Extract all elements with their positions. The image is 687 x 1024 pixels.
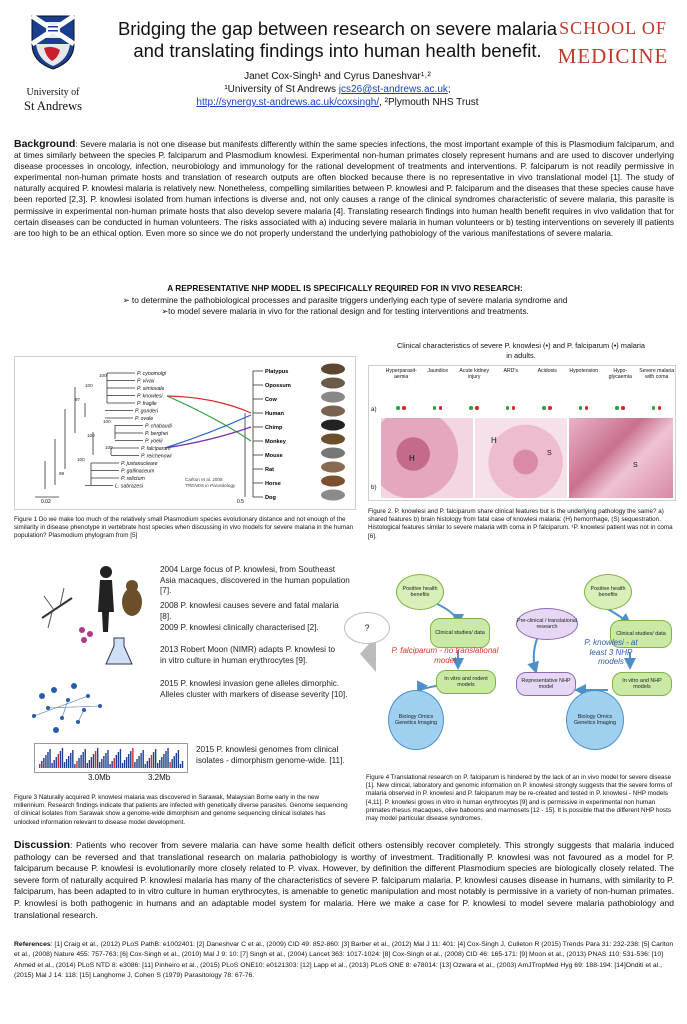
genome-track-bar <box>107 750 108 768</box>
bootstrap-value: 97 <box>75 397 81 402</box>
sequestration-label-2: S <box>633 462 638 469</box>
timeline-entry-6: 2015 P. knowlesi genomes from clinical isolates - dimorphism genome-wide. [11]. <box>196 745 345 765</box>
genome-track-bar <box>116 755 117 768</box>
genome-track-bar <box>178 750 179 768</box>
host-label: Cow <box>265 397 277 403</box>
genome-track-bar <box>180 764 181 768</box>
feature-dot <box>621 406 625 410</box>
right-clinical-node: Clinical studies/ data <box>610 620 672 648</box>
allele-network-icon <box>32 683 102 733</box>
right-nhp-node: Representative NHP model <box>516 672 576 696</box>
right-biology-node: Biology Omics Genetics Imaging <box>566 690 624 750</box>
school-of-medicine-line1: SCHOOL OF <box>559 18 667 38</box>
species-label: P. gallinaceum <box>121 468 155 475</box>
genome-track-bar <box>85 749 86 768</box>
network-edge <box>78 710 84 722</box>
genome-track-bar <box>76 761 77 768</box>
title-line2: and translating findings into human health benefit. <box>133 40 542 61</box>
species-label: P. knowlesi <box>137 393 163 400</box>
feature-dot <box>402 406 406 410</box>
feature-column-header: Severe malaria with coma <box>639 368 675 381</box>
genome-track-bar <box>138 756 139 768</box>
hemorrhage-label-2: H <box>491 436 497 445</box>
university-crest <box>30 14 76 70</box>
network-node <box>60 716 64 720</box>
sequestration-label-1: S <box>547 450 552 457</box>
left-biology-node: Biology Omics Genetics Imaging <box>388 690 444 750</box>
genome-track-bar <box>134 762 135 768</box>
species-label: P. gonderi <box>135 408 158 415</box>
hypothesis-heading: A REPRESENTATIVE NHP MODEL IS SPECIFICALLY REQUIRED FOR IN VIVO RESEARCH: <box>167 283 523 293</box>
species-label: P. berghei <box>145 431 168 437</box>
genome-track-bar <box>82 752 83 768</box>
host-animal-icon <box>321 406 345 417</box>
feature-dot <box>475 406 479 410</box>
left-health-benefits-node: Positive health benefits <box>396 574 444 610</box>
feature-dot <box>433 406 437 410</box>
right-health-benefits-node: Positive health benefits <box>584 574 632 610</box>
references-section <box>14 940 674 981</box>
feature-column-header: Hypotension <box>569 368 599 374</box>
genome-track-bar <box>99 762 100 768</box>
host-animal-icon <box>321 378 345 389</box>
genome-track-bar <box>136 759 137 768</box>
network-edge <box>34 696 88 716</box>
timeline-entry-4: 2013 Robert Moon (NIMR) adapts P. knowlesi to in vitro culture in human erythrocytes [9]. <box>160 645 336 665</box>
genome-track-bar <box>118 752 119 768</box>
genome-track-bar <box>151 755 152 768</box>
university-name-line2: St Andrews <box>24 99 82 113</box>
bootstrap-value: 100 <box>103 419 111 424</box>
feature-column-header: Jaundice <box>427 368 449 374</box>
brain-histology-panel-1 <box>381 418 473 498</box>
network-node <box>39 693 45 699</box>
background-text: : Severe malaria is not one disease but manifests differently within the same species infections, the most important example of this is Plasmodium falciparum, and at times similarly between the species P. falciparum and Plasmodium knowlesi. Experimental non-human primates closely represent humans and are used to discover underlying disease processes in oncology, infection, neurobiology and immunology for the rational development of treatments and interventions. P. falciparum is not readily permissive in experimental non-human primate hosts and translation of research outputs are often blocked because there is no representative in vivo translational model [1]. The study of naturally acquired P. knowlesi malaria is relatively new. Nonetheless, compelling similarities between P. knowlesi and P. falciparum and the diseases that these species cause have been reported [2,3]. P. knowlesi isolated from human infections is diverse and, not only causes a range of the clinical syndromes characteristic of severe malaria, this parasite is permissive in experimental non-human primate hosts that also develop severe malaria [4]. Translating research findings into human health benefit requires in vivo validation that for certain diseases can be conducted in human volunteers. The risks associated with a) inducing severe malaria in human volunteers or b) testing interventions on severely ill patients are too high to be an ethical option. Even more so since we do not properly understand the underlying pathobiology of the various manifestations of severe malaria. <box>14 139 674 238</box>
background-section <box>14 139 674 239</box>
host-label: Opossum <box>265 383 291 389</box>
figure2-title-line1: Clinical characteristics of severe P. knowlesi (•) and P. falciparum (•) malaria <box>396 341 646 350</box>
figure2-panel <box>368 365 676 501</box>
genome-track-bar <box>111 761 112 768</box>
network-edge <box>62 700 68 718</box>
network-node <box>53 727 59 733</box>
genome-track-bar <box>70 753 71 768</box>
host-animal-icon <box>321 364 345 375</box>
genome-track-bar <box>93 754 94 768</box>
figure1-caption: Figure 1 Do we make too much of the relatively small Plasmodium species evolutionary distance and not enough of the similarity in disease phenotype in vertebrate host species when discussing in vivo models for severe malaria in the human population? Plasmodium phylogram from [5] <box>14 516 354 540</box>
affiliation-1-text: ¹University of St Andrews <box>224 84 339 95</box>
phylogram-nodes <box>45 373 115 489</box>
genome-track-bar <box>95 751 96 768</box>
brain-histology-panel-2 <box>475 418 567 498</box>
host-label: Human <box>265 411 284 417</box>
network-node <box>86 694 90 698</box>
genome-track-bar <box>68 756 69 768</box>
genome-track-bar <box>124 760 125 768</box>
genome-track-bar <box>74 764 75 768</box>
host-label: Horse <box>265 481 281 487</box>
left-note: P. falciparum - no translational model <box>391 646 499 665</box>
bootstrap-value: 100 <box>105 445 113 450</box>
genome-track-bar <box>120 749 121 768</box>
discussion-text: : Patients who recover from severe malaria can have some health deficit others ostensibly recover completely. This strongly suggests that malaria induced pathology can be reversed and that translational research on malaria pathobiology is worthy of investment. Traditionally P. knowlesi was not favoured as a model for P. falciparum because P. knowlesi is evolutionarily more closely related to P. vivax. However, by definition the different Plasmodium species are biologically closely related. The severe form of naturally acquired P. knowlesi malaria has many of the characteristics of severe P. falciparum malaria. P. knowlesi causes disease in humans, with similarity to P. falciparum, has been adapted to in vitro culture in human erythrocytes, is amenable to genetic manipulation and most notably is permissive in a variety of non-human primates. P. knowlesi is both pathogenic in humans and an adaptable model system for malaria. Here we make a case for P. knowlesi to model severe malaria pathobiology and translational research. <box>14 840 674 920</box>
author-block <box>110 70 565 109</box>
species-label: P. fragile <box>137 401 157 407</box>
affiliation-1-suffix: ; <box>447 84 451 95</box>
genome-track-bar <box>89 760 90 768</box>
genome-track-bar <box>171 759 172 768</box>
genome-track-bar <box>78 758 79 768</box>
genome-track-bar <box>39 764 40 768</box>
figure2-caption: Figure 2. P. knowlesi and P. falciparum share clinical features but is the underlying pathology the same? a) shared features b) brain histology from fatal case of knowlesi malaria: (H) hemorrhage, (S) sequestration. Histological features similar to severe malaria with coma in P falciparum. ¹P. knowlesi patient was not in coma [6]. <box>368 508 673 540</box>
bootstrap-value: 100 <box>99 373 107 378</box>
genome-track-bar <box>64 762 65 768</box>
genome-track-bar <box>62 748 63 768</box>
feature-dot <box>512 406 516 410</box>
species-label: P. juxtanucleare <box>121 461 158 467</box>
feature-column-header: Acidosis <box>537 368 557 374</box>
bootstrap-value: 100 <box>77 457 85 462</box>
host-animal-icon <box>321 420 345 431</box>
genome-track-bar <box>130 751 131 768</box>
network-node <box>71 683 77 689</box>
arrow-red <box>167 396 251 413</box>
network-node <box>32 714 36 718</box>
university-name-line1: University of <box>26 87 80 98</box>
genome-axis-end: 3.2Mb <box>148 773 171 782</box>
genome-track-bar <box>132 748 133 768</box>
genome-track-bar <box>169 762 170 768</box>
school-of-medicine-line2: MEDICINE <box>557 44 669 68</box>
feature-dot <box>542 406 546 410</box>
discussion-heading: Discussion <box>14 839 71 851</box>
figure1-panel <box>14 356 356 510</box>
hypothesis-block <box>30 283 660 318</box>
arrow-purple <box>165 427 251 448</box>
feature-dot <box>658 406 662 410</box>
host-animal-icon <box>321 392 345 403</box>
affiliation-1 <box>110 83 565 96</box>
figure2-title <box>368 341 674 361</box>
references-text: : [1] Craig et al., (2012) PLoS PathB: e1002401: [2] Daneshvar C et al., (2009) CID 49: 852-860: [3] Barber et al., (2012) Mal J 11: 401: [4] Cox-Singh J, Culleton R (2015) Trends Para 31: 232-238: [5] Carlton et al., (2008) Nature 455: 757-763: [6] Cox-Singh et al., (2010) Mal J 9: 10: [7] Singh et al., (2004) Lancet 363: 1017-1024: [8] Cox-Singh et al., (2008) CID 46: 165-171: [9] Moon et al., (2013) PNAS 110: 531-536: [10] Ahmed et al., (2014) PLoS NTD 8: e3086: [11] Pinheiro et al., (2015) PLoS ONE10: e0121303: [12] Lapp et al., (2013) PLoS ONE 8: e78014: [13] Ozwara et al., (2003) AmJTropMed Hyg 69: 188-194: [14]Onditi et al., (2015) Mal J 14: 118: [15] Langhorne J, Cohen S (1979) Parasitology 78: 67-76. <box>14 941 674 979</box>
figure3-caption: Figure 3 Naturally acquired P. knowlesi malaria was discovered in Sarawak, Malaysian Borne early in the new millennium. Research findings indicate that patients are infected with genetically diverse parasites. Genome sequencing of clinical isolates from Sarawak show a genome-wide dimorphism and genome sequencing clinical isolates has unlocked information relevant to disease model development. <box>14 794 348 826</box>
affiliation-2 <box>110 96 565 109</box>
affiliation-2-text: , ²Plymouth NHS Trust <box>379 97 479 108</box>
host-animal-icon <box>321 448 345 459</box>
genome-track-bar <box>72 750 73 768</box>
culture-flask-icon <box>106 638 132 664</box>
feature-dot <box>579 406 583 410</box>
feature-column-header: Hypo-glycaemia <box>608 368 632 381</box>
genome-track-bar <box>143 750 144 768</box>
hypothesis-bullet-2: ➢to model severe malaria in vivo for the rational design and for testing interventions and treatments. <box>161 306 529 316</box>
feature-column-header: ARD's <box>503 368 519 374</box>
genome-track-bar <box>149 758 150 768</box>
genome-track-bar <box>51 763 52 768</box>
timeline-entry-1: 2004 Large focus of P. knowlesi, from Southeast Asia macaques, discovered in the human population [7]. <box>160 565 350 595</box>
genome-track-bar <box>109 764 110 768</box>
genome-track-bar <box>105 753 106 768</box>
network-node <box>82 708 86 712</box>
network-node <box>51 687 57 693</box>
mosquito-icon <box>42 588 72 628</box>
feature-dot <box>506 406 510 410</box>
genome-track-bar <box>91 757 92 768</box>
genome-track-bar <box>161 757 162 768</box>
bootstrap-value: 99 <box>59 471 65 476</box>
species-label: P. falciparum <box>141 446 171 452</box>
genome-track-bar <box>126 757 127 768</box>
species-label: P. reichenowi <box>141 453 172 460</box>
genome-track-bar <box>56 757 57 768</box>
email-link[interactable]: jcs26@st-andrews.ac.uk <box>338 84 448 95</box>
genome-track-bar <box>97 748 98 768</box>
left-vitro-node: In vitro and rodent models <box>436 670 496 694</box>
website-link[interactable]: http://synergy.st-andrews.ac.uk/coxsingh/ <box>196 97 380 108</box>
genome-track-bar <box>60 751 61 768</box>
genome-track-bar <box>103 756 104 768</box>
phylogram <box>15 357 355 509</box>
host-label: Chimp <box>265 425 283 431</box>
feature-dot <box>469 406 473 410</box>
genome-track-bar <box>114 758 115 768</box>
species-label: P. relictum <box>121 476 145 482</box>
host-label: Monkey <box>265 439 286 445</box>
figure4-diagram <box>340 572 674 758</box>
feature-columns <box>383 368 675 408</box>
host-animal-icon <box>321 434 345 445</box>
parasite-dots-icon <box>79 627 93 643</box>
host-label: Mouse <box>265 453 283 459</box>
feature-column-header: Acute kidney injury <box>459 368 490 381</box>
host-animal-icon <box>321 490 345 501</box>
brain-histology-panel-3 <box>569 418 673 498</box>
discussion-section <box>14 840 674 921</box>
network-node <box>46 706 50 710</box>
genome-track-bar <box>128 754 129 768</box>
feature-dot <box>396 406 400 410</box>
genome-track-bar <box>153 752 154 768</box>
background-heading: Background <box>14 138 76 150</box>
genome-track-bar <box>155 749 156 768</box>
feature-dot <box>652 406 656 410</box>
bootstrap-value: 100 <box>87 433 95 438</box>
species-label: P. simiovale <box>137 386 165 392</box>
genome-track-bar <box>145 764 146 768</box>
right-preclinical-node: Pre-clinical / translational research <box>516 608 578 640</box>
genome-track-bar <box>87 763 88 768</box>
genome-track-bar <box>165 751 166 768</box>
genome-track-bar <box>157 763 158 768</box>
genome-track-bar <box>140 753 141 768</box>
species-label: P. vivax <box>137 378 155 385</box>
host-animal-icon <box>321 462 345 473</box>
references-heading: References <box>14 941 51 948</box>
title-line1: Bridging the gap between research on severe malaria <box>117 18 558 39</box>
species-label: P. yoelii <box>145 438 163 445</box>
genome-track-bar <box>101 759 102 768</box>
human-silhouette-icon <box>98 566 114 632</box>
host-animal-icon <box>321 476 345 487</box>
feature-dot <box>585 406 589 410</box>
species-label: P. ovale <box>135 416 154 422</box>
species-label: P. chabaudi <box>145 423 172 430</box>
scale-label: 0.02 <box>41 499 51 505</box>
monkey-icon <box>122 580 142 616</box>
feature-dot <box>548 406 552 410</box>
network-node <box>76 720 80 724</box>
row-b-label: b) <box>371 484 377 491</box>
feature-dot <box>615 406 619 410</box>
bootstrap-value: 100 <box>85 383 93 388</box>
timeline-entry-2: 2008 P. knowlesi causes severe and fatal malaria [8]. <box>160 601 339 621</box>
genome-track-bar <box>80 755 81 768</box>
host-label: Rat <box>265 467 275 473</box>
arrow-green <box>167 396 251 441</box>
genome-track-bar <box>43 758 44 768</box>
host-tree-nodes <box>245 371 253 497</box>
genome-track-bar <box>182 761 183 768</box>
host-label: Platypus <box>265 369 289 375</box>
right-note: P. knowlesi - at least 3 NHP models <box>584 638 638 666</box>
genome-track-bar <box>41 761 42 768</box>
genome-track-bar <box>45 755 46 768</box>
figure2-title-line2: in adults. <box>506 351 536 360</box>
species-label: P. cynomolgi <box>137 371 167 377</box>
left-clinical-node: Clinical studies/ data <box>430 618 490 648</box>
genome-track-bar <box>53 760 54 768</box>
genome-track-bar <box>167 748 168 768</box>
genome-track-bar <box>147 761 148 768</box>
genome-track-bar <box>159 760 160 768</box>
row-a-label: a) <box>371 406 377 413</box>
credit-line-2: TRENDS in Parasitology <box>185 483 236 488</box>
genome-track-bar <box>66 759 67 768</box>
genome-track-bar <box>174 756 175 768</box>
timeline-entry-3: 2009 P. knowlesi clinically characterised [2]. <box>160 623 319 632</box>
credit-line-1: Carlton et al. 2008 <box>185 477 223 482</box>
author-names: Janet Cox-Singh¹ and Cyrus Daneshvar¹˒² <box>244 71 431 82</box>
right-vitro-node: In vitro and NHP models <box>612 672 672 696</box>
hypothesis-bullet-1: ➢ to determine the pathobiological processes and parasite triggers underlying each type of severe malaria syndrome and <box>122 294 568 305</box>
genome-track-bar <box>49 749 50 768</box>
left-question-node: ? <box>344 612 390 644</box>
genome-track <box>34 743 188 773</box>
figure4-caption: Figure 4 Translational research on P. falciparum is hindered by the lack of an in vivo model for severe disease [1]. New clinical, laboratory and genomic information on P. knowlesi strongly suggests that the severe forms of malaria observed in P. knowlesi and P. falciparum may be re-created and tested in P. knowlesi - NHP models [4,11]. P. knowlesi grows in vitro in human erythrocytes [9] and is permissive in experimental non human primates rhesus macaques, olive baboons and marmosets [12 - 15]. It is possible that the different NHP hosts may model particular disease syndromes. <box>366 774 673 823</box>
network-node <box>66 698 70 702</box>
feature-column-header: Hyperparasit-aemia <box>385 368 417 381</box>
genome-track-bar <box>47 752 48 768</box>
genome-track-bar <box>122 763 123 768</box>
host-label: Dog <box>265 495 276 501</box>
timeline-entry-5: 2015 P. knowlesi invasion gene alleles dimorphic. Alleles cluster with markers of disease severity [10]. <box>160 679 348 699</box>
genome-track-bar <box>163 754 164 768</box>
hemorrhage-label-1: H <box>409 454 415 463</box>
feature-dot <box>439 406 443 410</box>
genome-track-bar <box>176 753 177 768</box>
species-label: L. sabrazesi <box>115 483 143 490</box>
poster-title <box>110 18 565 62</box>
scale-label-2: 0.5 <box>237 499 244 505</box>
genome-track-bar <box>58 754 59 768</box>
genome-axis-start: 3.0Mb <box>88 773 111 782</box>
network-node <box>98 704 102 708</box>
